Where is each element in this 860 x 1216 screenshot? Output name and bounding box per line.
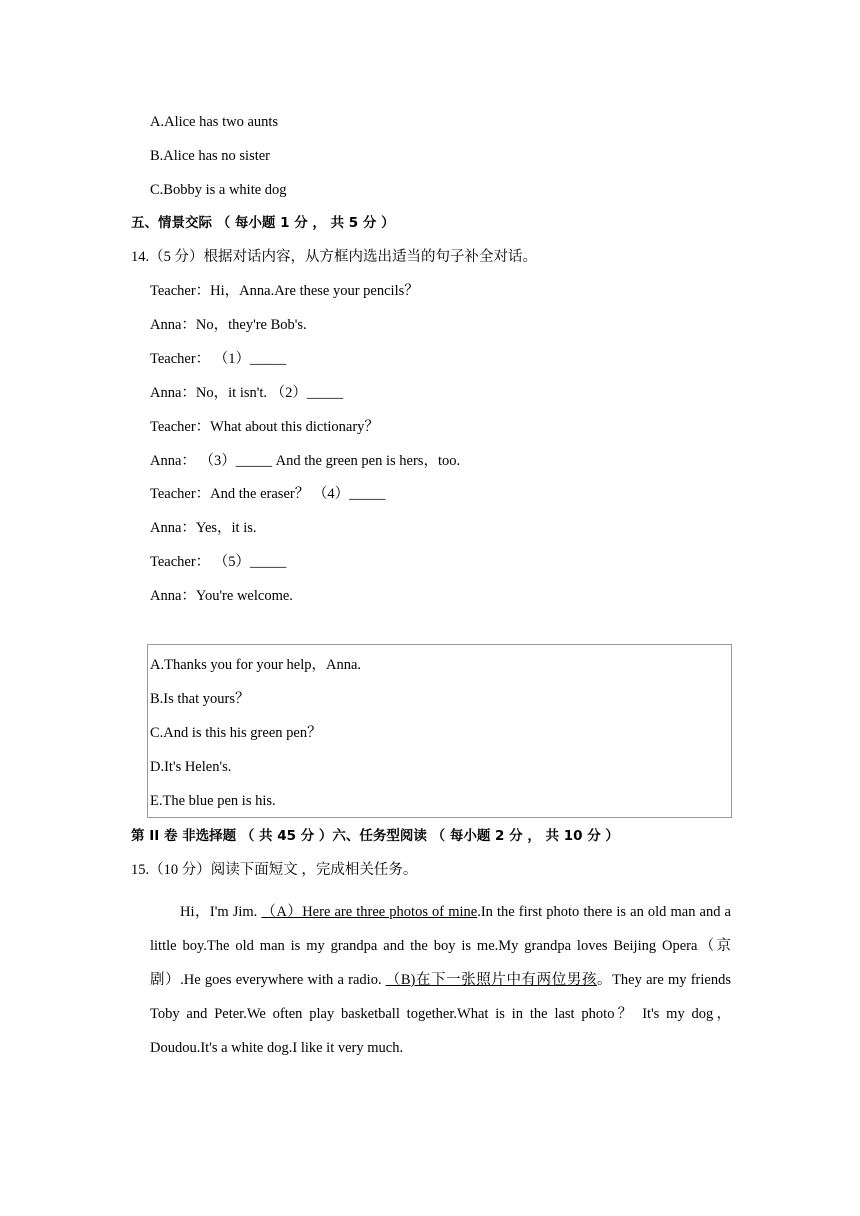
dialog-text: Yes，it is. — [195, 520, 257, 536]
section-5-title: 五、情景交际 （ 每小题 1 分 ， 共 5 分 ） — [131, 215, 395, 231]
q14-option-c: C.And is this his green pen？ — [150, 725, 322, 741]
q14-option-b: B.Is that yours？ — [150, 691, 250, 707]
dialog-speaker: Anna： — [150, 385, 196, 401]
dialog-speaker: Anna： — [150, 520, 196, 536]
dialog-speaker: Teacher： — [150, 351, 211, 367]
dialog-line-7 — [150, 485, 385, 503]
q15-header: 15.（10 分）阅读下面短文 ，完成相关任务。 — [131, 862, 418, 878]
q13-option-c: C.Bobby is a white dog — [150, 182, 287, 198]
dialog-speaker: Teacher： — [150, 486, 211, 502]
dialog-line-1 — [150, 282, 419, 300]
dialog-text: What about this dictionary？ — [210, 419, 379, 435]
q14-option-a: A.Thanks you for your help，Anna. — [150, 657, 362, 673]
dialog-text: （5）_____ — [213, 554, 287, 570]
dialog-speaker: Anna： — [150, 588, 196, 604]
dialog-line-5 — [150, 418, 379, 436]
dialog-speaker: Teacher： — [150, 283, 211, 299]
dialog-speaker: Teacher： — [150, 419, 211, 435]
dialog-speaker: Anna： — [150, 453, 196, 469]
q13-option-a: A.Alice has two aunts — [150, 114, 279, 130]
dialog-line-10 — [150, 587, 293, 605]
q13-option-b: B.Alice has no sister — [150, 148, 271, 164]
passage-sentence-a: （A）Here are three photos of mine — [261, 904, 478, 920]
dialog-line-4 — [150, 384, 343, 402]
passage-middle: .In the first photo there is an old man and a little boy.The old man is my grandpa and the boy is me.My grandpa loves Beijing Opera（京剧）.He goes everywhere with a radio. — [150, 904, 731, 988]
dialog-text: You're welcome. — [195, 588, 293, 604]
dialog-text: And the eraser？ （4）_____ — [210, 486, 386, 502]
q15-passage — [150, 895, 731, 1065]
q14-header: 14.（5 分）根据对话内容，从方框内选出适当的句子补全对话。 — [131, 249, 537, 265]
passage-intro: Hi，I'm Jim. — [180, 904, 262, 920]
dialog-line-8 — [150, 519, 257, 537]
part-2-title: 第 II 卷 非选择题 （ 共 45 分 ）六、任务型阅读 （ 每小题 2 分 ， 共 10 分 ） — [131, 828, 619, 844]
passage-sentence-b: （B)在下一张照片中有两位男孩 — [385, 972, 597, 988]
passage-end: 。They are my friends Toby and Peter.We often play basketball together.What is in the last photo？ It's my dog，Doudou.It's a white dog.I like it very much. — [150, 972, 731, 1056]
dialog-line-2 — [150, 316, 307, 334]
dialog-text: Hi，Anna.Are these your pencils？ — [210, 283, 419, 299]
dialog-text: No，they're Bob's. — [195, 317, 307, 333]
dialog-text: （1）_____ — [213, 351, 287, 367]
q14-option-d: D.It's Helen's. — [150, 759, 232, 775]
dialog-speaker: Anna： — [150, 317, 196, 333]
dialog-line-9 — [150, 553, 286, 571]
dialog-line-6 — [150, 452, 460, 470]
dialog-text: No，it isn't. （2）_____ — [195, 385, 344, 401]
dialog-line-3 — [150, 350, 286, 368]
dialog-speaker: Teacher： — [150, 554, 211, 570]
dialog-text: （3）_____ And the green pen is hers，too. — [199, 453, 461, 469]
q14-option-e: E.The blue pen is his. — [150, 793, 276, 809]
